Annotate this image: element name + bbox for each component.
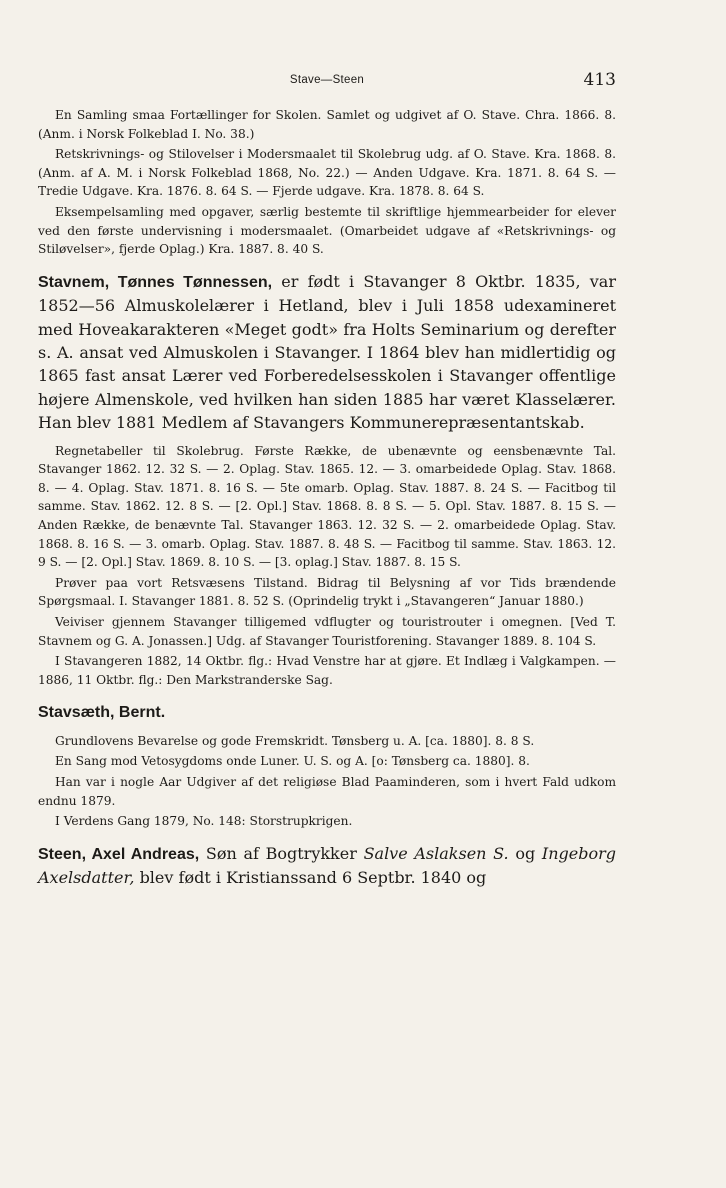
stavnem-work-2: Prøver paa vort Retsvæsens Tilstand. Bidrag til Belysning af vor Tids brændende Spørgsmaal. I. Stavanger 1881. 8. 52 S. (Oprindelig trykt i „Stavangeren“ Januar 1880.) xyxy=(38,575,616,609)
stavsaeth-work-3: Han var i nogle Aar Udgiver af det religiøse Blad Paaminderen, som i hvert Fald udkom endnu 1879. xyxy=(38,774,616,808)
steen-entry xyxy=(38,842,616,890)
stave-work-2: Retskrivnings- og Stilovelser i Modersmaalet til Skolebrug udg. af O. Stave. Kra. 1868. 8. (Anm. af A. M. i Norsk Folkeblad 1868, No. 22.) — Anden Udgave. Kra. 1871. 8. 64 S. — Tredie Udgave. Kra. 1876. 8. 64 S. — Fjerde udgave. Kra. 1878. 8. 64 S. xyxy=(38,147,616,199)
steen-mother: Ingeborg Axelsdatter, xyxy=(38,843,616,888)
stave-work-3: Eksempelsamling med opgaver, særlig bestemte til skriftlige hjemmearbeider for elever ved den første undervisning i modersmaalet. (Omarbeidet udgave af «Retskrivnings- og Stiløvelser», fjerde Oplag.) Kra. 1887. 8. 40 S. xyxy=(38,204,616,257)
stavsaeth-work-2: En Sang mod Vetosygdoms onde Luner. U. S. og A. [o: Tønsberg ca. 1880]. 8. xyxy=(55,754,530,769)
page-number: 413 xyxy=(583,70,616,90)
stave-work-1: En Samling smaa Fortællinger for Skolen. Samlet og udgivet af O. Stave. Chra. 1866. 8. (Anm. i Norsk Folkeblad I. No. 38.) xyxy=(38,108,616,141)
stavnem-work-3: Veiviser gjennem Stavanger tilligemed vdflugter og touristrouter i omegnen. [Ved T. Stavnem og G. A. Jonassen.] Udg. af Stavanger Touristforening. Stavanger 1889. 8. 104 S. xyxy=(38,614,616,648)
stavnem-entry xyxy=(38,270,616,435)
steen-bio-prefix: Søn af Bogtrykker xyxy=(205,843,357,863)
stavnem-name: Stavnem, Tønnes Tønnessen, xyxy=(38,273,273,291)
steen-bio-suffix: blev født i Kristianssand 6 Septbr. 1840 og xyxy=(139,868,487,888)
page-body xyxy=(38,106,616,890)
stavsaeth-work-1: Grundlovens Bevarelse og gode Fremskridt. Tønsberg u. A. [ca. 1880]. 8. 8 S. xyxy=(55,733,535,748)
stavsaeth-work-4: I Verdens Gang 1879, No. 148: Storstrupkrigen. xyxy=(55,814,353,829)
running-title: Stave—Steen xyxy=(289,74,365,86)
stavnem-bio: er født i Stavanger 8 Oktbr. 1835, var 1852—56 Almuskolelærer i Hetland, blev i Juli 1858 udexamineret med Hoveakarakteren «Meget godt» fra Holts Seminarium og derefter s. A. ansat ved Almuskolen i Stavanger. I 1864 blev han midlertidig og 1865 fast ansat Lærer ved Forberedelsesskolen i Stavanger offentlige højere Almenskole, ved hvilken han siden 1885 har været Klasselærer. Han blev 1881 Medlem af Stavangers Kommunerepræsentantskab. xyxy=(38,271,616,433)
steen-father: Salve Aslaksen S. xyxy=(363,843,509,863)
running-header xyxy=(38,70,616,92)
steen-name: Steen, Axel Andreas, xyxy=(38,845,200,863)
steen-og: og xyxy=(515,843,536,863)
stavsaeth-name: Stavsæth, Bernt. xyxy=(38,704,166,722)
stavsaeth-entry xyxy=(38,700,616,724)
stavnem-work-1: Regnetabeller til Skolebrug. Første Række, de ubenævnte og eensbenævnte Tal. Stavanger 1862. 12. 32 S. — 2. Oplag. Stav. 1865. 12. — 3. omarbeidede Oplag. Stav. 1868. 8. — 4. Oplag. Stav. 1871. 8. 16 S. — 5te omarb. Oplag. Stav. 1887. 8. 24 S. — Facitbog til samme. Stav. 1862. 12. 8 S. — [2. Opl.] Stav. 1868. 8. 8 S. — 5. Opl. Stav. 1887. 8. 15 S. — Anden Række, de benævnte Tal. Stavanger 1863. 12. 32 S. — 2. omarbeidede Oplag. Stav. 1868. 8. 16 S. — 3. omarb. Oplag. Stav. 1887. 8. 48 S. — Facitbog til samme. Stav. 1863. 12. 9 S. — [2. Opl.] Stav. 1869. 8. 10 S. — [3. oplag.] Stav. 1887. 8. 15 S. xyxy=(38,443,616,570)
stavnem-work-4: I Stavangeren 1882, 14 Oktbr. flg.: Hvad Venstre har at gjøre. Et Indlæg i Valgkampen. — 1886, 11 Oktbr. flg.: Den Markstranderske Sag. xyxy=(38,654,616,687)
